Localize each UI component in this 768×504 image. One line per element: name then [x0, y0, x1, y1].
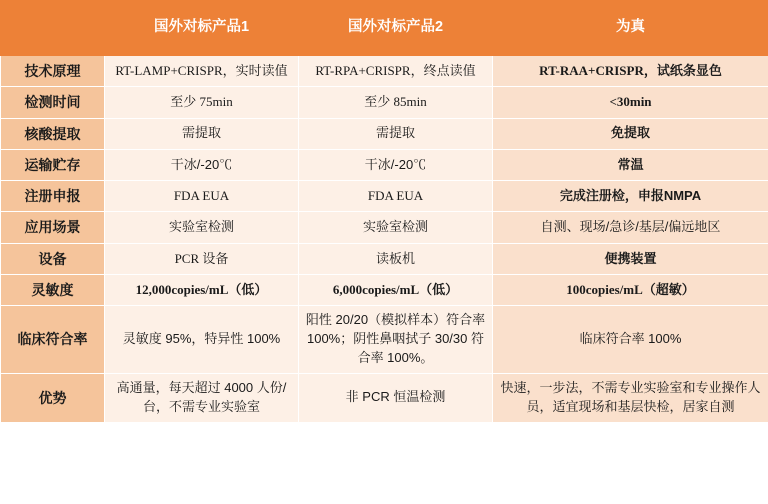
table-row [1, 149, 768, 180]
row-label-transport-storage: 运输贮存 [1, 149, 105, 180]
cell-advantages-product-1: 高通量，每天超过 4000 人份/台，不需专业实验室 [105, 373, 299, 422]
cell-nucleic-extraction-weizhen: 免提取 [493, 118, 768, 149]
cell-transport-storage-product-1: 干冰/-20℃ [105, 149, 299, 180]
table-header-product-2: 国外对标产品2 [299, 1, 493, 56]
table-row [1, 181, 768, 212]
row-label-registration: 注册申报 [1, 181, 105, 212]
table-row [1, 87, 768, 118]
cell-clinical-agreement-product-2: 阳性 20/20（模拟样本）符合率 100%；阴性鼻咽拭子 30/30 符合率 100%。 [299, 306, 493, 374]
table-row [1, 118, 768, 149]
cell-technology-weizhen: RT-RAA+CRISPR，试纸条显色 [493, 56, 768, 87]
cell-equipment-product-1: PCR 设备 [105, 243, 299, 274]
row-label-advantages: 优势 [1, 373, 105, 422]
table-header-weizhen: 为真 [493, 1, 768, 56]
table-row [1, 373, 768, 422]
table-header-corner [1, 1, 105, 56]
cell-detection-time-product-1: 至少 75min [105, 87, 299, 118]
cell-use-scenario-weizhen: 自测、现场/急诊/基层/偏远地区 [493, 212, 768, 243]
row-label-use-scenario: 应用场景 [1, 212, 105, 243]
cell-advantages-weizhen: 快速，一步法，不需专业实验室和专业操作人员，适宜现场和基层快检，居家自测 [493, 373, 768, 422]
cell-registration-product-1: FDA EUA [105, 181, 299, 212]
table-header-row [1, 1, 768, 56]
cell-sensitivity-product-2: 6,000copies/mL（低） [299, 275, 493, 306]
row-label-detection-time: 检测时间 [1, 87, 105, 118]
cell-equipment-product-2: 读板机 [299, 243, 493, 274]
cell-technology-product-2: RT-RPA+CRISPR，终点读值 [299, 56, 493, 87]
row-label-clinical-agreement: 临床符合率 [1, 306, 105, 374]
cell-registration-product-2: FDA EUA [299, 181, 493, 212]
row-label-equipment: 设备 [1, 243, 105, 274]
table-row [1, 275, 768, 306]
table-header-product-1: 国外对标产品1 [105, 1, 299, 56]
table-row [1, 56, 768, 87]
cell-detection-time-product-2: 至少 85min [299, 87, 493, 118]
row-label-sensitivity: 灵敏度 [1, 275, 105, 306]
cell-use-scenario-product-1: 实验室检测 [105, 212, 299, 243]
cell-clinical-agreement-weizhen: 临床符合率 100% [493, 306, 768, 374]
table-row [1, 212, 768, 243]
cell-use-scenario-product-2: 实验室检测 [299, 212, 493, 243]
cell-technology-product-1: RT-LAMP+CRISPR，实时读值 [105, 56, 299, 87]
row-label-technology: 技术原理 [1, 56, 105, 87]
cell-nucleic-extraction-product-2: 需提取 [299, 118, 493, 149]
cell-nucleic-extraction-product-1: 需提取 [105, 118, 299, 149]
cell-transport-storage-weizhen: 常温 [493, 149, 768, 180]
cell-clinical-agreement-product-1: 灵敏度 95%，特异性 100% [105, 306, 299, 374]
cell-equipment-weizhen: 便携装置 [493, 243, 768, 274]
row-label-nucleic-extraction: 核酸提取 [1, 118, 105, 149]
cell-registration-weizhen: 完成注册检，申报NMPA [493, 181, 768, 212]
cell-transport-storage-product-2: 干冰/-20℃ [299, 149, 493, 180]
cell-sensitivity-weizhen: 100copies/mL（超敏） [493, 275, 768, 306]
table-row [1, 306, 768, 374]
cell-detection-time-weizhen: <30min [493, 87, 768, 118]
cell-sensitivity-product-1: 12,000copies/mL（低） [105, 275, 299, 306]
table-row [1, 243, 768, 274]
cell-advantages-product-2: 非 PCR 恒温检测 [299, 373, 493, 422]
